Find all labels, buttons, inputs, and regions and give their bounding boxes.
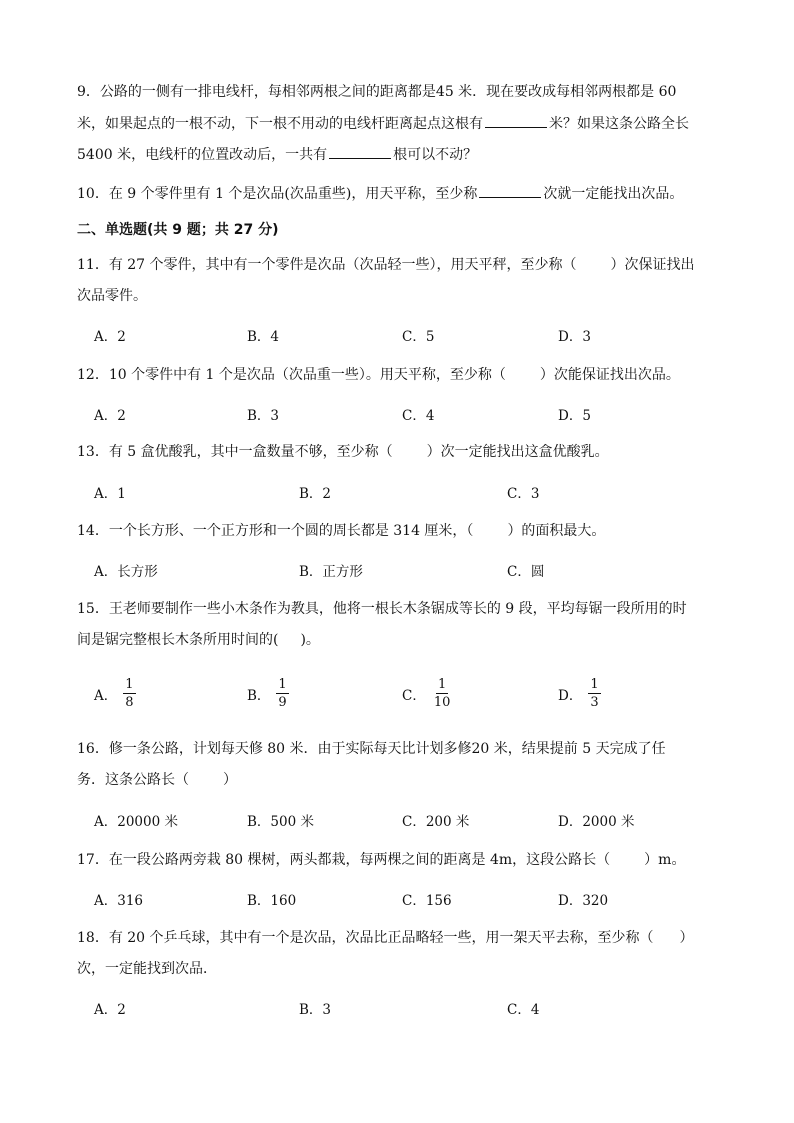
option-c[interactable]: C．4 xyxy=(507,1002,540,1018)
q16-line-1: 16．修一条公路，计划每天修 80 米．由于实际每天比计划多修20 米，结果提前 5 天完成了任 xyxy=(77,741,666,757)
q11-line-1 xyxy=(77,255,695,275)
option-b[interactable]: B．2 xyxy=(299,486,332,502)
q12 xyxy=(77,365,680,385)
q15-line-1: 15．王老师要制作一些小木条作为教具，他将一根长木条锯成等长的 9 段，平均每锯一段所用的时 xyxy=(77,601,687,617)
fraction xyxy=(588,677,600,710)
q9-text: 根可以不动？ xyxy=(393,147,478,163)
option-b[interactable]: B．3 xyxy=(247,408,280,424)
denominator: 3 xyxy=(590,695,599,710)
q16-options xyxy=(94,810,754,834)
q13-options xyxy=(94,482,754,506)
q18-line-2: 次，一定能找到次品． xyxy=(77,961,217,977)
option-a[interactable] xyxy=(94,677,136,710)
q15-text: )。 xyxy=(300,632,320,648)
q15-line-2 xyxy=(77,630,320,650)
q14-text: ）的面积最大。 xyxy=(507,523,606,539)
option-b[interactable]: B．正方形 xyxy=(299,564,363,580)
option-a[interactable]: A．1 xyxy=(94,486,126,502)
option-d[interactable]: D．5 xyxy=(558,408,591,424)
q15-text: 间是锯完整根长木条所用时间的( xyxy=(77,632,279,648)
option-c[interactable]: C．5 xyxy=(402,329,435,345)
q13-text: ）次一定能找出这盒优酸乳。 xyxy=(426,444,609,460)
option-d[interactable] xyxy=(558,677,601,710)
option-b[interactable] xyxy=(247,677,289,710)
option-b[interactable]: B．4 xyxy=(247,329,280,345)
q14-text: 14．一个长方形、一个正方形和一个圆的周长都是 314 厘米，（ xyxy=(77,523,474,539)
option-c[interactable]: C．3 xyxy=(507,486,540,502)
answer-blank[interactable] xyxy=(485,113,547,128)
q9-text: 米？如果这条公路全长 xyxy=(549,116,689,132)
q11-options xyxy=(94,325,754,349)
option-label: A． xyxy=(94,687,118,704)
option-a[interactable]: A．长方形 xyxy=(94,564,158,580)
option-c[interactable]: C．200 米 xyxy=(402,814,470,830)
q9-line-1 xyxy=(77,82,676,102)
numerator: 1 xyxy=(278,677,287,692)
numerator: 1 xyxy=(437,677,447,692)
option-b[interactable]: B．160 xyxy=(247,893,297,909)
denominator: 8 xyxy=(125,695,134,710)
q18-text: 18．有 20 个乒乓球，其中有一个是次品，次品比正品略轻一些，用一架天平去称，至少称（ xyxy=(77,930,654,946)
option-d[interactable]: D．2000 米 xyxy=(558,814,635,830)
option-label: D． xyxy=(558,687,583,704)
q18-line-1 xyxy=(77,928,694,948)
q17-text: ）m。 xyxy=(644,852,686,868)
q16-line-2 xyxy=(77,770,237,790)
q10-text: 次就一定能找出次品。 xyxy=(543,186,684,202)
option-d[interactable]: D．320 xyxy=(558,893,609,909)
q10-text: 10．在 9 个零件里有 1 个是次品(次品重些)，用天平称，至少称 xyxy=(77,186,478,202)
q9-text: 9．公路的一侧有一排电线杆，每相邻两根之间的距离都是45 米．现在要改成每相邻两根都是 60 xyxy=(77,84,677,100)
section-title: 二、单选题(共 9 题；共 27 分) xyxy=(77,222,279,238)
option-a[interactable]: A．2 xyxy=(94,329,126,345)
fraction xyxy=(276,677,288,710)
q18-text: ） xyxy=(679,930,694,946)
answer-blank[interactable] xyxy=(329,144,391,159)
option-a[interactable]: A．316 xyxy=(94,893,144,909)
option-a[interactable]: A．2 xyxy=(94,1002,126,1018)
option-c[interactable]: C．4 xyxy=(402,408,435,424)
q12-text: 12．10 个零件中有 1 个是次品（次品重一些）。用天平称，至少称（ xyxy=(77,367,506,383)
option-c[interactable]: C．圆 xyxy=(507,564,545,580)
q11-text: ）次保证找出 xyxy=(610,257,695,273)
q9-line-2 xyxy=(77,113,689,134)
option-label: B． xyxy=(247,687,271,704)
q11-text: 11．有 27 个零件，其中有一个零件是次品（次品轻一些），用天平秤，至少称（ xyxy=(77,257,577,273)
q11-line-2: 次品零件。 xyxy=(77,288,147,304)
q17-options xyxy=(94,889,754,913)
option-b[interactable]: B．500 米 xyxy=(247,814,314,830)
fraction xyxy=(432,677,453,710)
q13 xyxy=(77,442,609,462)
denominator: 10 xyxy=(433,695,451,710)
q17 xyxy=(77,850,685,870)
option-label: C． xyxy=(402,687,426,704)
answer-blank[interactable] xyxy=(479,183,541,198)
q12-text: ）次能保证找出次品。 xyxy=(539,367,680,383)
q16-text: 务．这条公路长（ xyxy=(77,772,189,788)
option-a[interactable]: A．20000 米 xyxy=(94,814,178,830)
option-b[interactable]: B．3 xyxy=(299,1002,332,1018)
denominator: 9 xyxy=(278,695,287,710)
q9-line-3 xyxy=(77,144,477,165)
q14-options xyxy=(94,560,754,584)
q12-options xyxy=(94,404,754,428)
q9-text: 5400 米，电线杆的位置改动后，一共有 xyxy=(77,147,328,163)
q14 xyxy=(77,521,605,541)
q17-text: 17．在一段公路两旁栽 80 棵树，两头都栽，每两棵之间的距离是 4m，这段公路长（ xyxy=(77,852,611,868)
numerator: 1 xyxy=(590,677,599,692)
q16-text: ） xyxy=(223,772,237,788)
q13-text: 13．有 5 盒优酸乳，其中一盒数量不够，至少称（ xyxy=(77,444,393,460)
option-c[interactable] xyxy=(402,677,452,710)
q15-options xyxy=(94,677,754,717)
q10 xyxy=(77,183,683,204)
numerator: 1 xyxy=(125,677,134,692)
fraction xyxy=(123,677,135,710)
option-d[interactable]: D．3 xyxy=(558,329,591,345)
q9-text: 米，如果起点的一根不动，下一根不用动的电线杆距离起点这根有 xyxy=(77,116,483,132)
option-a[interactable]: A．2 xyxy=(94,408,126,424)
option-c[interactable]: C．156 xyxy=(402,893,452,909)
q18-options xyxy=(94,998,754,1022)
